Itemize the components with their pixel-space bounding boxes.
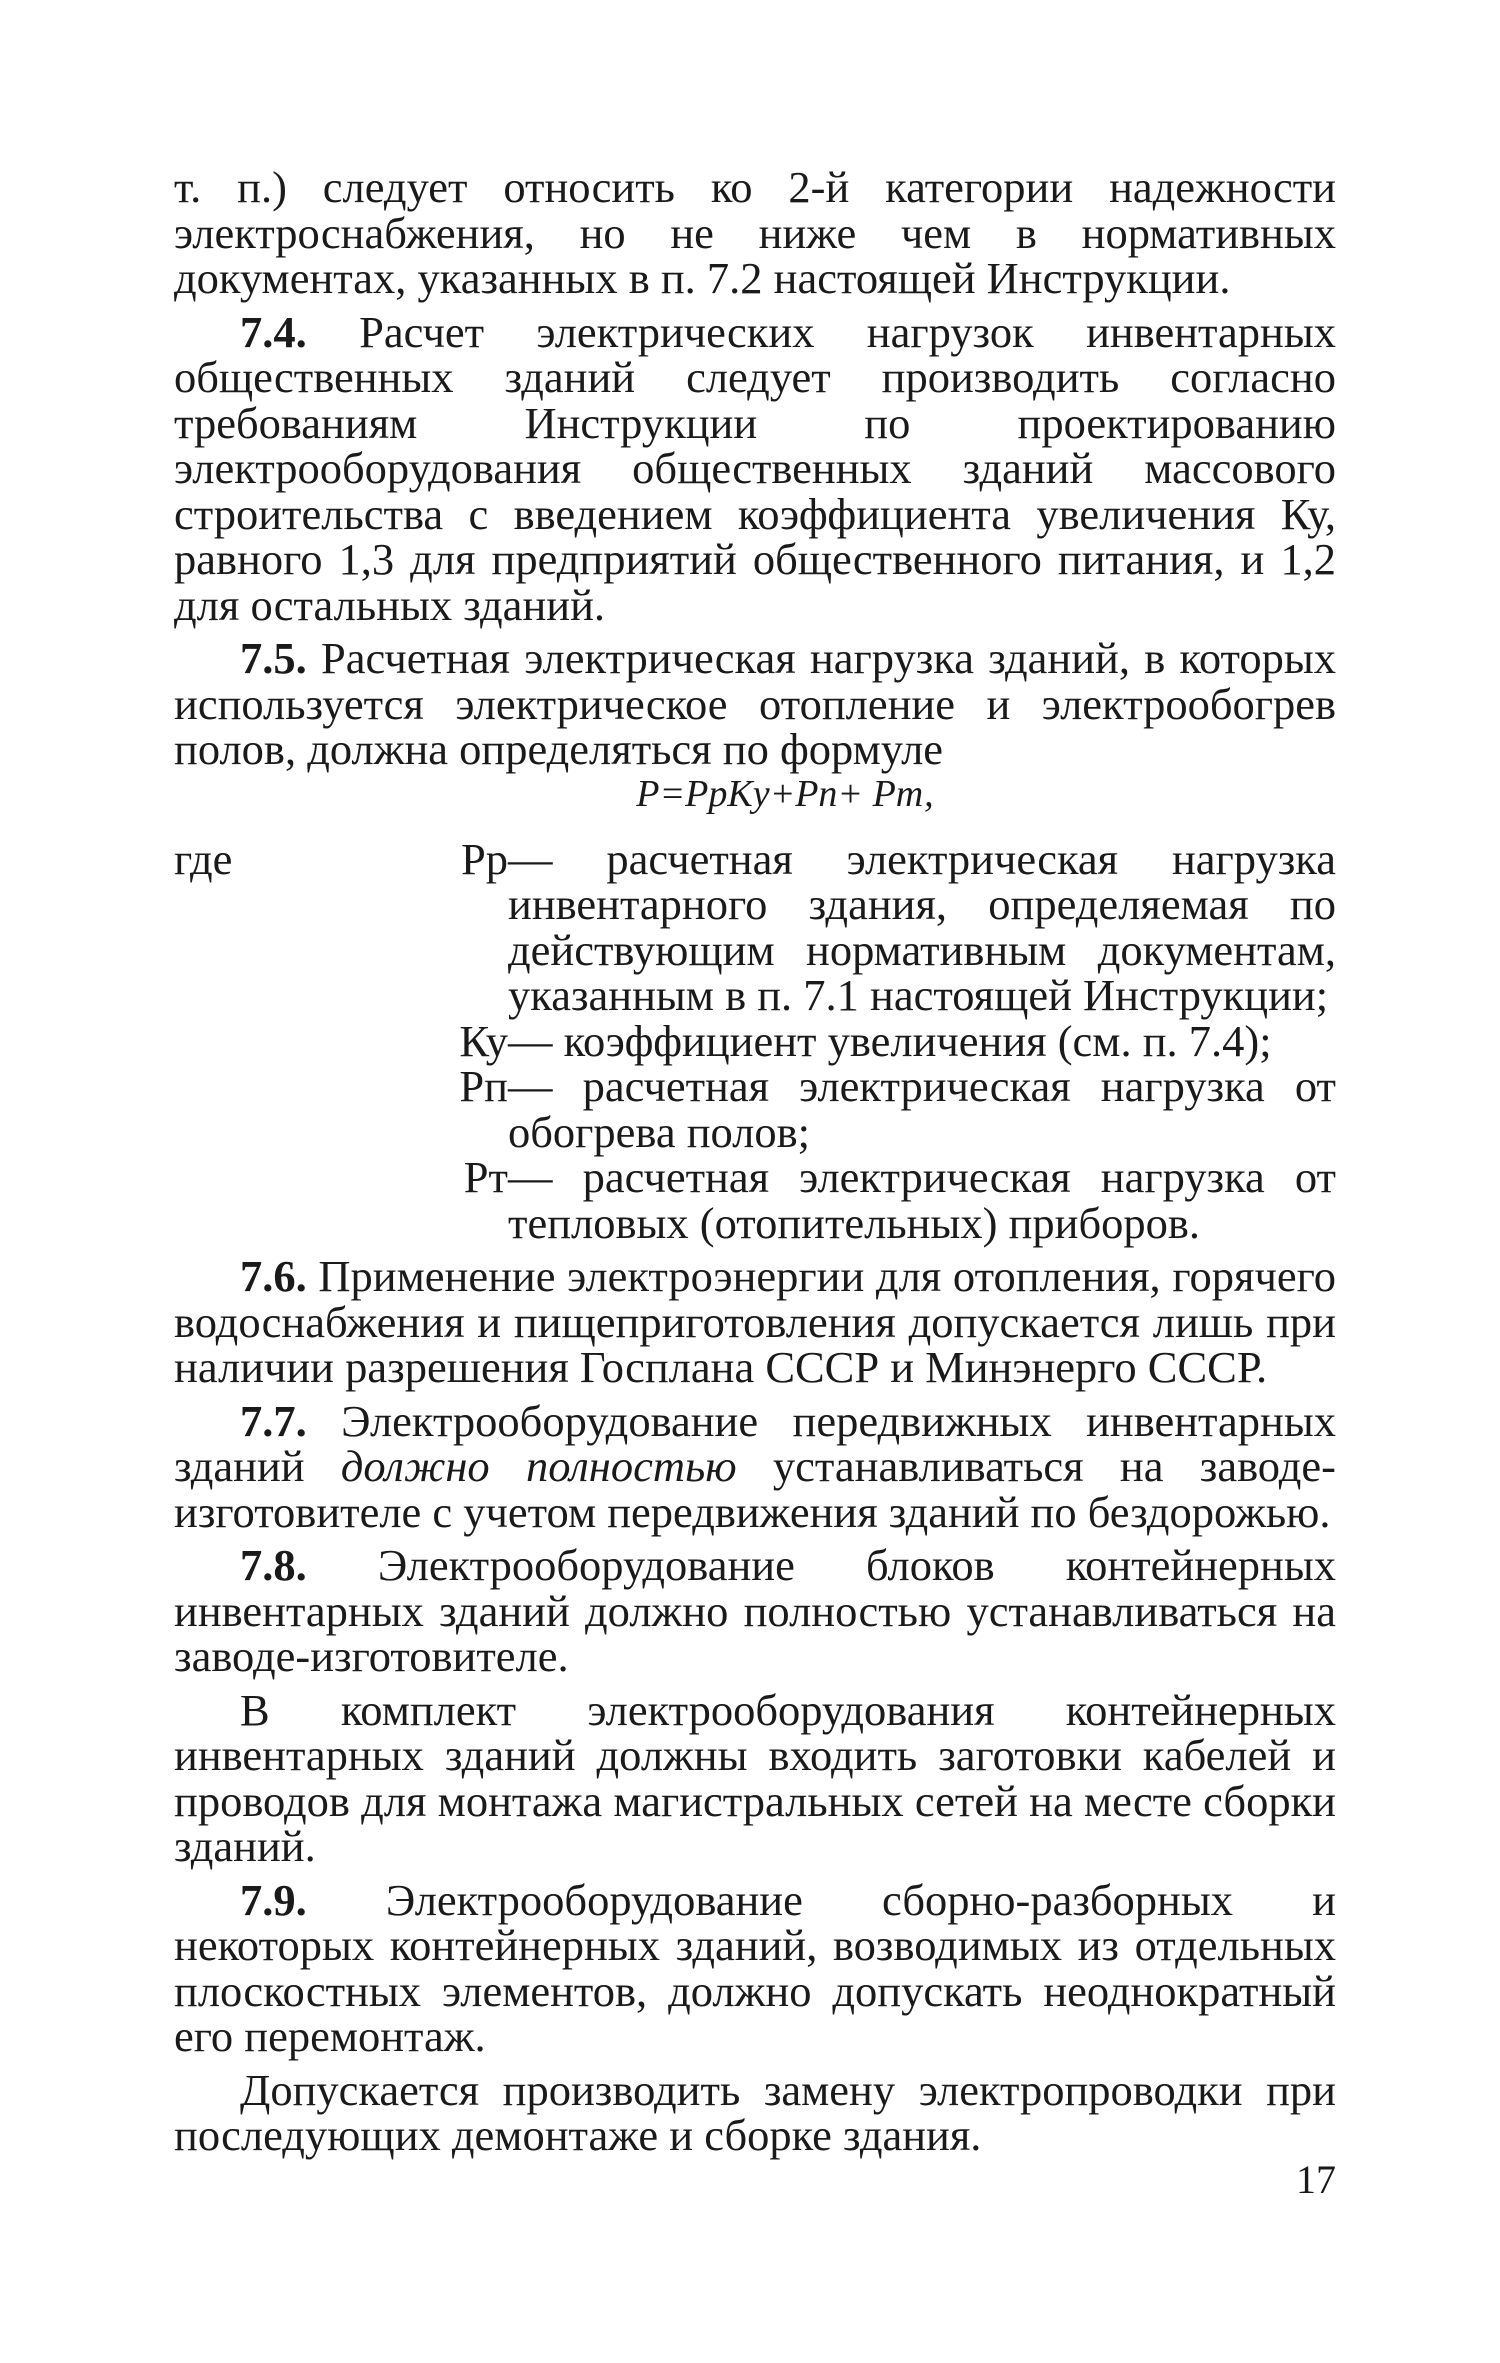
paragraph-text: Расчет электрических нагрузок инвентарных общественных зданий следует производить согласно требованиям Инструкции по проектированию электрооборудования общественных зданий массового строительства с введением коэффициента увеличения Ку, равного 1,3 для предприятий общественного питания, и 1,2 для остальных зданий. [174, 306, 1336, 630]
paragraph-text: Допускается производить замену электропроводки при последующих демонтаже и сборке здания. [174, 2064, 1336, 2160]
clause-number: 7.8. [240, 1540, 307, 1590]
paragraph-intro [174, 162, 1336, 303]
definition-head [174, 1015, 508, 1066]
definition-symbol: Pр [461, 833, 508, 884]
paragraph-text: устанавливаться на заводе-изготовителе с учетом передвижения зданий по бездорожью. [174, 1441, 1336, 1537]
paragraph-7-4 [174, 306, 1336, 630]
clause-number: 7.6. [240, 1251, 307, 1301]
paragraph-text: т. п.) следует относить ко 2-й категории надежности электроснабжения, но не ниже чем в нормативных документах, указанных в п. 7.2 настоящей Инструкции. [174, 162, 1336, 303]
definition-head [174, 1152, 508, 1246]
paragraph-text: Электрооборудование передвижных инвентарных зданий [174, 1395, 1336, 1491]
paragraph-text: Применение электроэнергии для отопления, горячего водоснабжения и пищеприготовления допускается лишь при наличии разрешения Госплана СССР и Минэнерго СССР. [174, 1251, 1336, 1392]
paragraph-text: В комплект электрооборудования контейнерных инвентарных зданий должны входить заготовки кабелей и проводов для монтажа магистральных сетей на месте сборки зданий. [174, 1684, 1336, 1871]
paragraph-text: Электрооборудование сборно-разборных и некоторых контейнерных зданий, возводимых из отдельных плоскостных элементов, должно допускать неоднократный его перемонтаж. [174, 1874, 1336, 2061]
paragraph-7-7 [174, 1395, 1336, 1537]
definition-row-ku [174, 1015, 1336, 1066]
paragraph-7-9-cont [174, 2064, 1336, 2160]
paragraph-7-5 [174, 633, 1336, 774]
paragraph-7-8-cont [174, 1684, 1336, 1871]
definition-head [174, 1061, 508, 1155]
page-number: 17 [1296, 2157, 1336, 2202]
definition-row-pt [174, 1152, 1336, 1248]
definition-head [174, 833, 508, 1019]
definition-row-pp [174, 1061, 1336, 1157]
definition-symbol: Pт [463, 1152, 508, 1202]
paragraph-text-italic: должно полностью [340, 1441, 737, 1491]
definition-text: — расчетная электрическая нагрузка от обогрева полов; [508, 1061, 1336, 1157]
paragraph-7-6 [174, 1251, 1336, 1392]
definition-symbol: Pп [459, 1061, 508, 1111]
paragraph-text: Электрооборудование блоков контейнерных инвентарных зданий должно полностью устанавливаться на заводе-изготовителе. [174, 1540, 1336, 1681]
definition-text: — расчетная электрическая нагрузка от тепловых (отопительных) приборов. [508, 1152, 1336, 1248]
paragraph-7-9 [174, 1874, 1336, 2061]
clause-number: 7.7. [240, 1395, 307, 1446]
definitions-list [174, 833, 1336, 1248]
paragraph-text: Расчетная электрическая нагрузка зданий, в которых используется электрическое отопление и электрообогрев полов, должна определяться по формуле [174, 633, 1336, 774]
paragraph-7-8 [174, 1540, 1336, 1681]
definition-symbol: Ку [459, 1015, 508, 1066]
clause-number: 7.4. [240, 306, 307, 357]
definition-text: — расчетная электрическая нагрузка инвентарного здания, определяемая по действующим нормативным документам, указанным в п. 7.1 настоящей Инструкции; [508, 833, 1336, 1020]
definition-prefix: где [174, 833, 244, 884]
clause-number: 7.5. [240, 633, 307, 683]
clause-number: 7.9. [240, 1874, 307, 1925]
definition-text: — коэффициент увеличения (см. п. 7.4); [508, 1015, 1272, 1066]
definition-row-pr [174, 833, 1336, 1020]
formula: P=PрKу+Pп+ Pт, [636, 772, 934, 815]
